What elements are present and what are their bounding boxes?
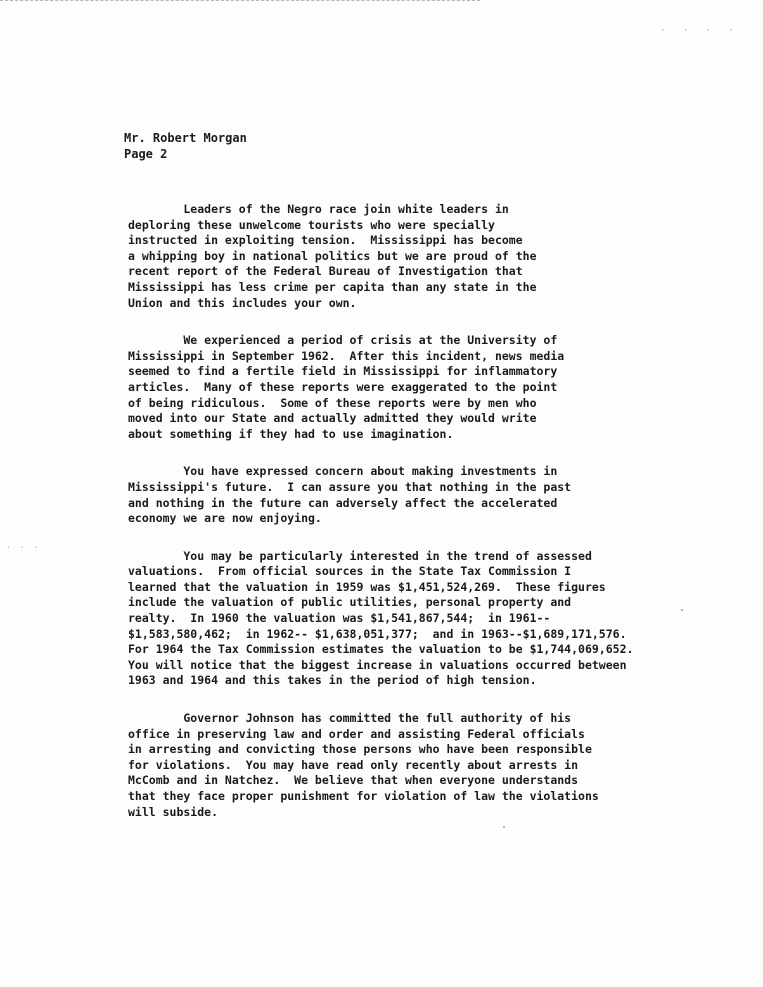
scan-specks: · · · ·: [660, 26, 740, 36]
paragraph-line: Mississippi in September 1962. After this incident, news media: [128, 348, 565, 363]
paragraph-line: $1,583,580,462; in 1962-- $1,638,051,377; and in 1963--$1,689,171,576.: [128, 626, 627, 641]
paragraph-line: of being ridiculous. Some of these reports were by men who: [128, 395, 537, 410]
paragraph-line: For 1964 the Tax Commission estimates the valuation to be $1,744,069,652.: [128, 642, 634, 657]
paragraph-line: You will notice that the biggest increase in valuations occurred between: [128, 657, 627, 672]
paragraph-line: include the valuation of public utilities, personal property and: [128, 595, 572, 610]
paragraph-line: about something if they had to use imagination.: [128, 426, 454, 441]
paragraph-line: office in preserving law and order and assisting Federal officials: [128, 726, 585, 741]
paragraph-line: valuations. From official sources in the State Tax Commission I: [128, 564, 572, 579]
recipient-name: Mr. Robert Morgan: [124, 131, 247, 145]
paragraph-line: Union and this includes your own.: [128, 295, 357, 310]
body-paragraph: [128, 549, 688, 689]
body-paragraph: [128, 202, 688, 311]
paragraph-line: We experienced a period of crisis at the University of: [128, 333, 558, 348]
paragraph-line: and nothing in the future can adversely affect the accelerated: [128, 495, 558, 510]
paragraph-line: learned that the valuation in 1959 was $1,451,524,269. These figures: [128, 579, 606, 594]
paragraph-line: McComb and in Natchez. We believe that when everyone understands: [128, 773, 579, 788]
paragraph-line: Mississippi's future. I can assure you that nothing in the past: [128, 479, 572, 494]
paragraph-line: economy we are now enjoying.: [128, 511, 322, 526]
paragraph-line: instructed in exploiting tension. Mississippi has become: [128, 233, 523, 248]
letter-header: [124, 130, 247, 162]
scan-side-mark: · · ·: [6, 543, 41, 552]
paragraph-line: Governor Johnson has committed the full authority of his: [128, 711, 572, 726]
paragraph-line: in arresting and convicting those persons who have been responsible: [128, 742, 592, 757]
paragraph-line: Leaders of the Negro race join white leaders in: [128, 202, 509, 216]
paragraph-line: for violations. You may have read only recently about arrests in: [128, 757, 579, 772]
letter-body: [128, 202, 688, 842]
paragraph-line: You may be particularly interested in the trend of assessed: [128, 548, 592, 563]
paragraph-line: deploring these unwelcome tourists who were specially: [128, 217, 495, 232]
body-paragraph: [128, 711, 688, 820]
scan-top-edge: [0, 0, 480, 1]
paragraph-line: seemed to find a fertile field in Mississippi for inflammatory: [128, 364, 558, 379]
paragraph-line: will subside.: [128, 804, 219, 819]
paragraph-line: You have expressed concern about making investments in: [128, 464, 558, 479]
body-paragraph: [128, 464, 688, 526]
paragraph-line: moved into our State and actually admitted they would write: [128, 411, 537, 426]
page-number: Page 2: [124, 147, 168, 161]
paragraph-line: articles. Many of these reports were exaggerated to the point: [128, 379, 558, 394]
paragraph-line: recent report of the Federal Bureau of Investigation that: [128, 264, 523, 279]
paragraph-line: Mississippi has less crime per capita than any state in the: [128, 279, 537, 294]
paragraph-line: 1963 and 1964 and this takes in the period of high tension.: [128, 673, 537, 688]
paragraph-line: a whipping boy in national politics but we are proud of the: [128, 248, 537, 263]
paragraph-line: realty. In 1960 the valuation was $1,541,867,544; in 1961--: [128, 611, 551, 626]
body-paragraph: [128, 333, 688, 442]
paragraph-line: that they face proper punishment for violation of law the violations: [128, 789, 599, 803]
